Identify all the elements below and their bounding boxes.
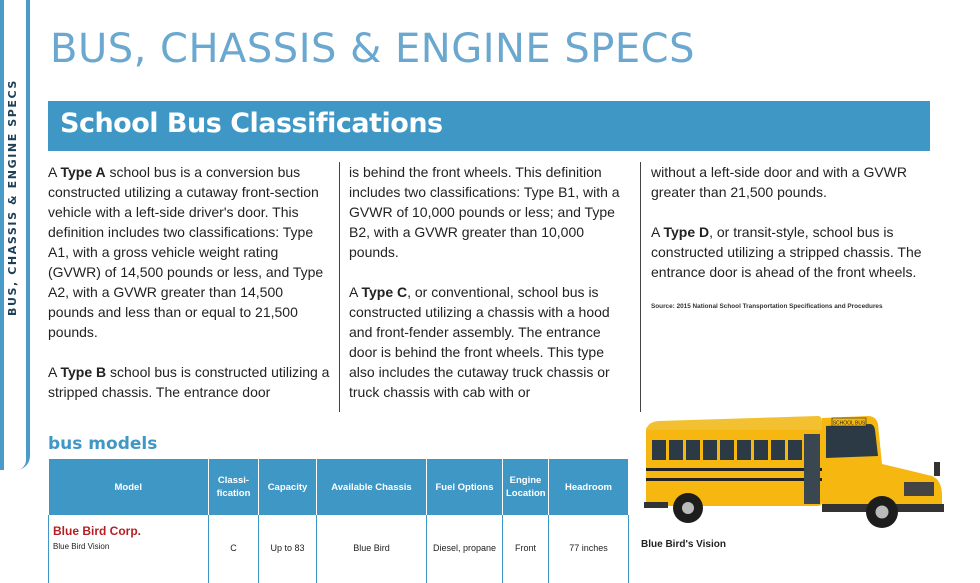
col-header-fuel: Fuel Options: [427, 459, 503, 515]
article-column-2: [349, 162, 631, 422]
engine-cell: Front: [503, 515, 549, 583]
bus-body: [646, 426, 822, 506]
type-b-continued-paragraph: is behind the front wheels. This definition includes two classifications: Type B1, with a GVWR of 10,000 pounds or less; and Type B2, with a GVWR greater than 10,000 pounds.: [349, 164, 620, 260]
bus-grille: [904, 482, 934, 496]
classification-cell: C: [209, 515, 259, 583]
bus-models-heading: bus models: [48, 434, 158, 454]
type-b-paragraph: A Type B school bus is constructed utilizing a stripped chassis. The entrance door: [48, 364, 330, 400]
type-d-term: Type D: [663, 224, 710, 240]
article-column-3: [651, 162, 933, 312]
section-title: School Bus Classifications: [60, 108, 443, 139]
col-header-classification: Classi-fication: [209, 459, 259, 515]
bus-roof: [646, 416, 822, 430]
bus-hubcap: [682, 502, 694, 514]
bus-mirror: [934, 462, 940, 476]
source-note: Source: 2015 National School Transportation Specifications and Procedures: [651, 303, 883, 310]
section-header-bar: [48, 101, 930, 151]
bus-route-sign-text: SCHOOL BUS: [832, 420, 866, 427]
table-header-row: [49, 459, 629, 515]
type-c-term: Type C: [361, 284, 408, 300]
bus-models-table: [48, 459, 629, 583]
page-title: BUS, CHASSIS & ENGINE SPECS: [50, 26, 696, 72]
bus-rear-bumper: [644, 502, 668, 508]
bus-image-caption: Blue Bird's Vision: [641, 539, 726, 550]
type-c-paragraph: A Type C, or conventional, school bus is constructed utilizing a chassis with a hood and front-fender assembly. The entrance door is behind the front wheels. This type also includes the cutaway truck chassis or truck chassis with cab with or: [349, 284, 610, 400]
model-name: Blue Bird Vision: [53, 542, 110, 551]
col-header-headroom: Headroom: [549, 459, 629, 515]
bus-windshield: [826, 424, 878, 458]
side-tab: [0, 0, 30, 470]
chassis-cell: Blue Bird: [317, 515, 427, 583]
model-cell: [49, 515, 209, 583]
bus-stripe: [646, 478, 822, 481]
capacity-cell: Up to 83: [259, 515, 317, 583]
type-d-paragraph: A Type D, or transit-style, school bus is constructed utilizing a stripped chassis. The entrance door is ahead of the front wheels.: [651, 224, 922, 280]
type-a-paragraph: A Type A school bus is a conversion bus constructed utilizing a cutaway front-section vehicle with a left-side driver's door. This definition includes two classifications: Type A1, with a gross vehicle weight rating (GVWR) of 14,500 pounds or less, and Type A2, with a GVWR greater than 14,500 pounds and less than or equal to 21,500 pounds.: [48, 164, 324, 340]
type-b-term: Type B: [60, 364, 107, 380]
bus-stripe: [646, 468, 822, 471]
col-header-engine: Engine Location: [503, 459, 549, 515]
headroom-cell: 77 inches: [549, 515, 629, 583]
type-c-continued-paragraph: without a left-side door and with a GVWR greater than 21,500 pounds.: [651, 164, 908, 200]
bus-door: [804, 434, 820, 504]
bus-hubcap: [876, 506, 889, 519]
article-column-1: [48, 162, 330, 422]
school-bus-image: [642, 404, 946, 542]
column-divider: [339, 162, 340, 412]
col-header-model: Model: [49, 459, 209, 515]
manufacturer-name: Blue Bird Corp.: [53, 524, 142, 538]
col-header-chassis: Available Chassis: [317, 459, 427, 515]
side-tab-label: BUS, CHASSIS & ENGINE SPECS: [6, 79, 19, 316]
column-divider: [640, 162, 641, 412]
table-row: [49, 515, 629, 583]
type-a-term: Type A: [60, 164, 106, 180]
fuel-cell: Diesel, propane: [427, 515, 503, 583]
bus-windows: [652, 440, 802, 460]
col-header-capacity: Capacity: [259, 459, 317, 515]
